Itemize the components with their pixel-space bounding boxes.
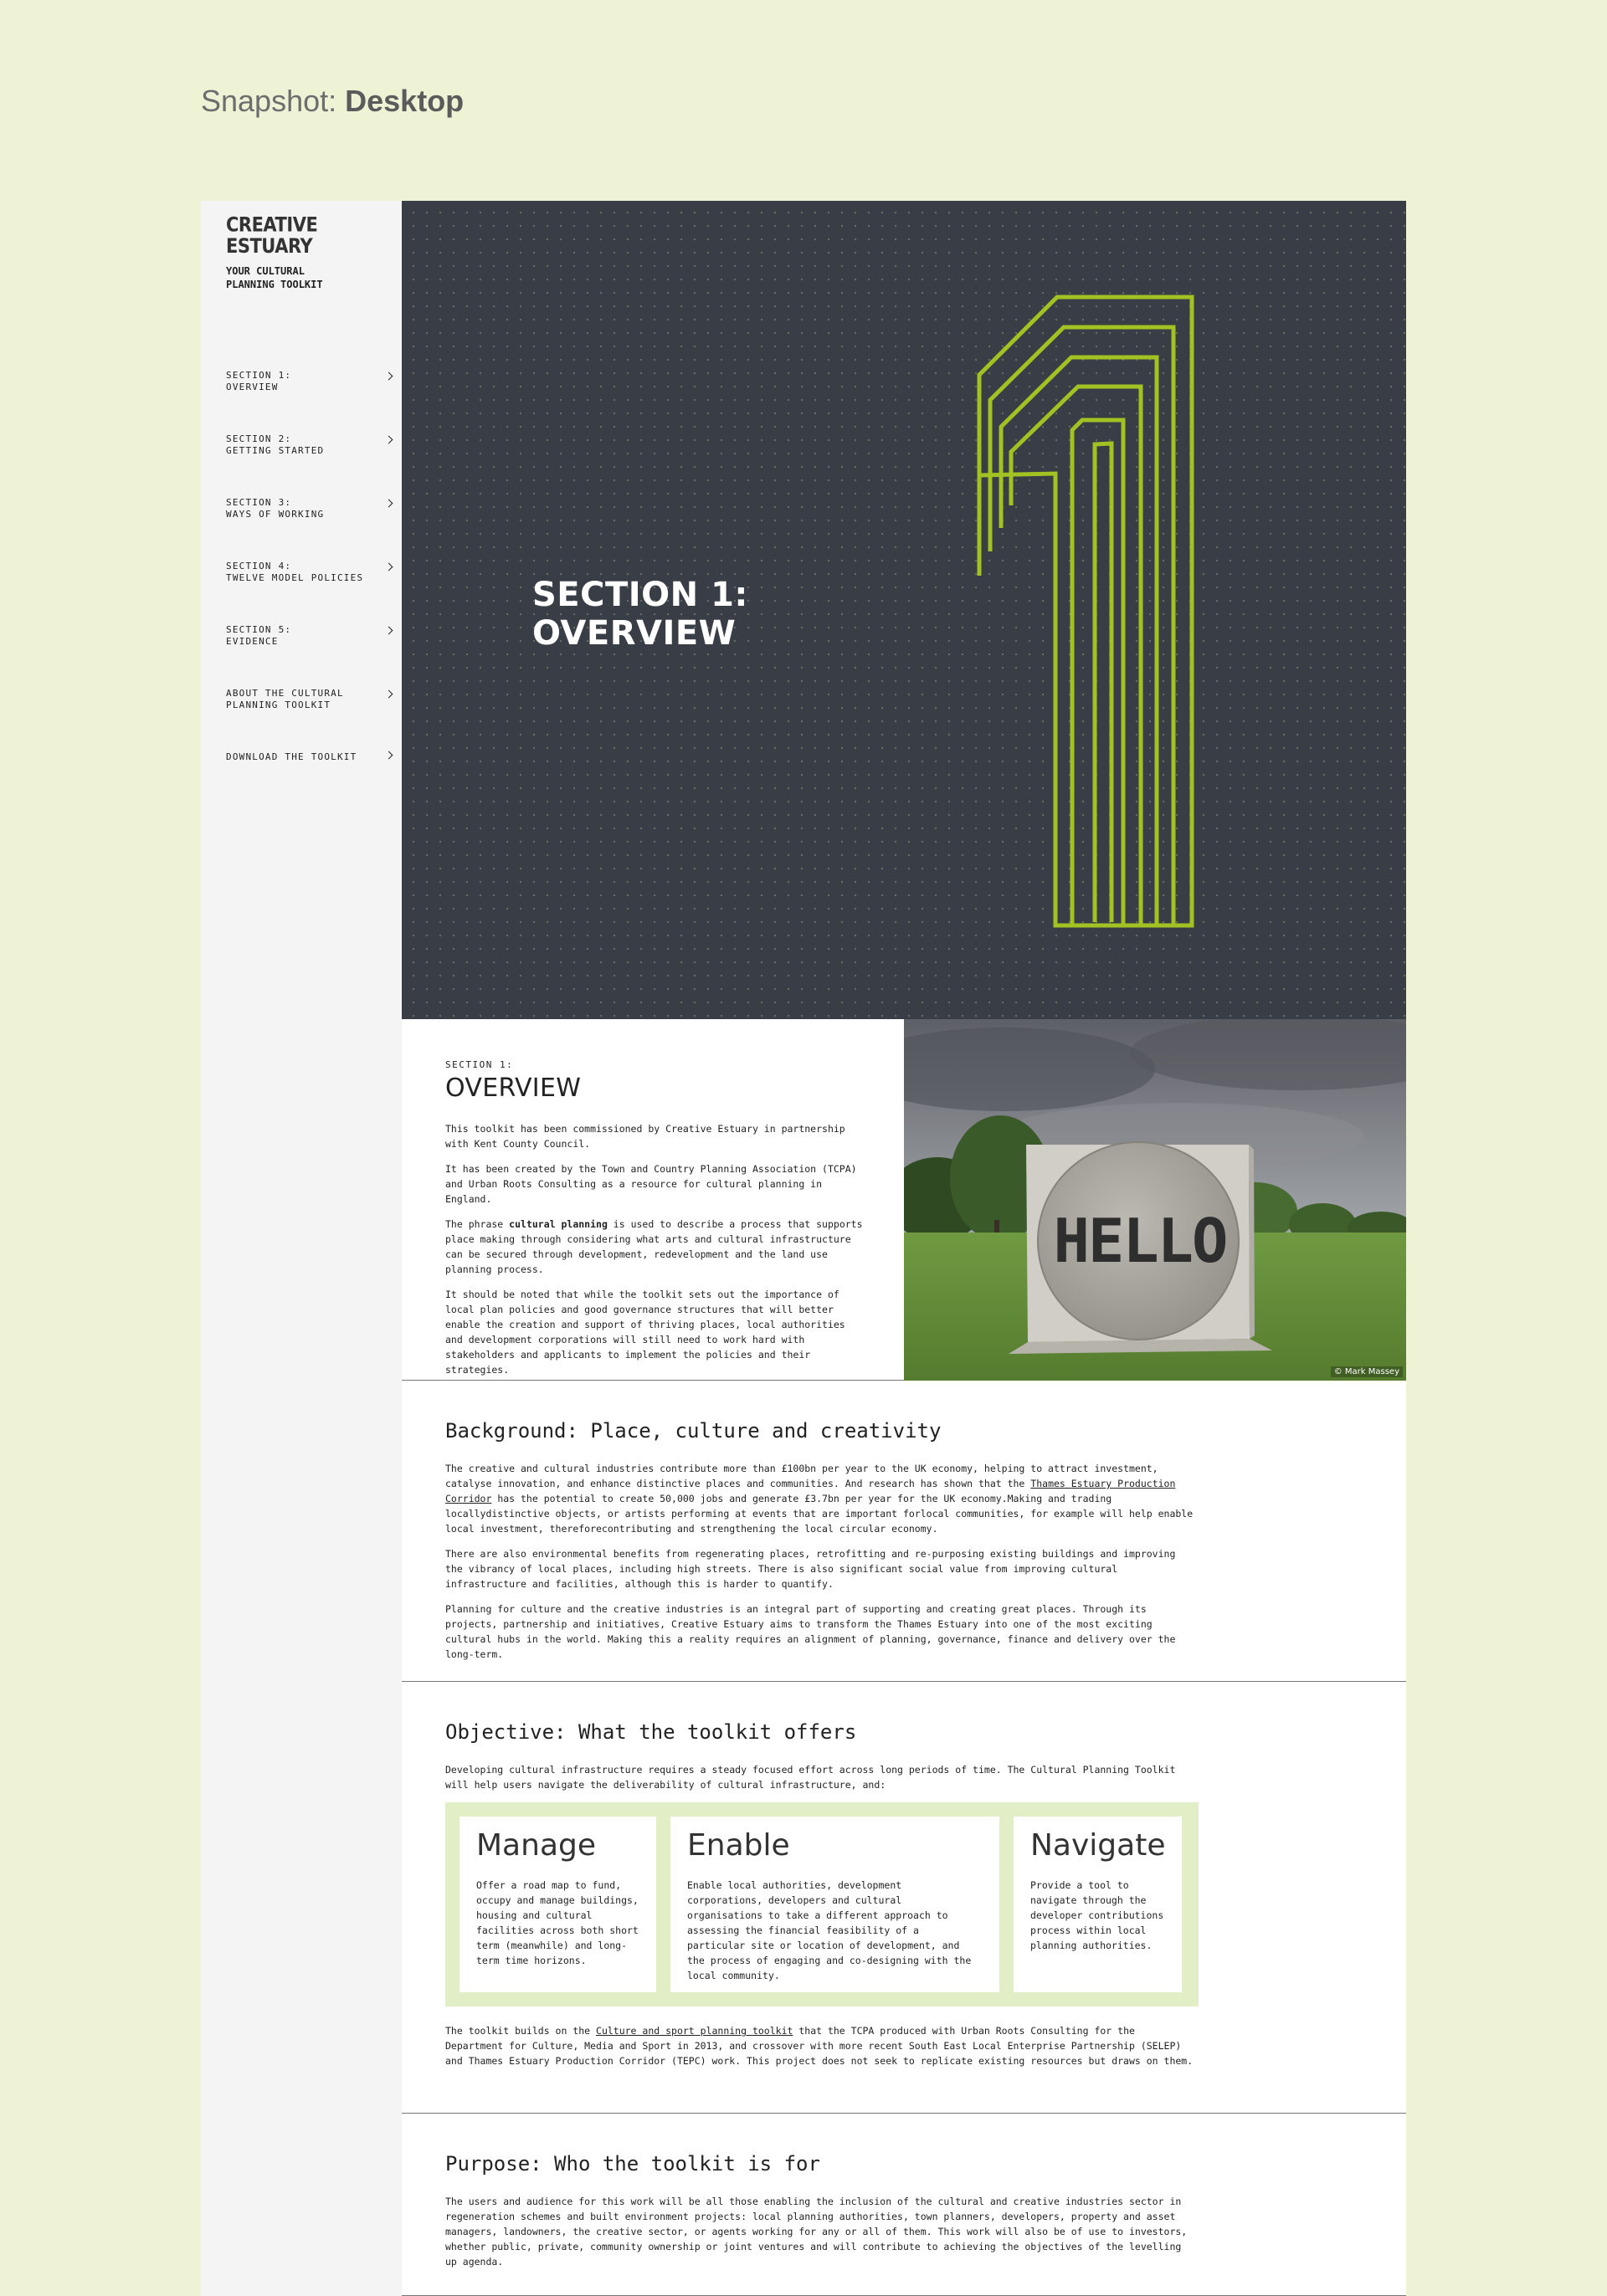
text-run: The phrase (445, 1218, 510, 1230)
nav-label-line-2: GETTING STARTED (226, 445, 325, 456)
offer-card-enable (670, 1817, 999, 1992)
background-paragraph (445, 1461, 1199, 1536)
offer-card-body: Provide a tool to navigate through the developer contributions process within local planning authorities. (1030, 1879, 1164, 1951)
logo[interactable] (226, 214, 317, 257)
overview-intro (402, 1019, 1406, 1381)
sidebar-item-download[interactable] (226, 751, 393, 815)
purpose-paragraph: The users and audience for this work will be all those enabling the inclusion of the cultural and creative industries sector in regeneration schemes and built environment projects: local planning authorities, town planners, developers, property and asset managers, landowners, the creative sector, or agents working for any or all of them. This work will also be of use to investors, whether public, private, community ownership or joint ventures and will contribute to achieving the objectives of the levelling up agenda. (445, 2196, 1188, 2268)
thames-estuary-link[interactable]: Thames Estuary Production Corridor (445, 1478, 1176, 1504)
nav-label-line-1: SECTION 2: (226, 433, 292, 444)
chevron-right-icon (385, 563, 393, 571)
tagline-line-1: YOUR CULTURAL (226, 265, 305, 277)
text-run: has the potential to create 50,000 jobs and generate £3.7bn per year for the UK economy.Making and trading locallydistinctive objects, or artists performing at events that are important forlocal communities, for example will help enable local investment, thereforecontributing and strengthening the local circular economy. (445, 1493, 1194, 1535)
nav-label-line-2: EVIDENCE (226, 636, 279, 647)
offer-card-body: Enable local authorities, development corporations, developers and cultural organisations to take a different approach to assessing the financial feasibility of a particular site or location of development, and the process of engaging and co-designing with the local community. (687, 1879, 972, 1981)
snapshot-mode: Desktop (345, 84, 465, 118)
text-run: The toolkit builds on the (445, 2025, 597, 2037)
site-frame (201, 201, 1406, 2296)
nav-label-line-2: PLANNING TOOLKIT (226, 700, 331, 710)
objective-intro: Developing cultural infrastructure requires a steady focused effort across long periods of time. The Cultural Planning Toolkit will help users navigate the deliverability of cultural infrastructure, and: (445, 1764, 1176, 1791)
sidebar-nav (226, 370, 393, 815)
nav-label-line-2: TWELVE MODEL POLICIES (226, 572, 364, 583)
objective-section (402, 1682, 1406, 2114)
background-heading: Background: Place, culture and creativity (445, 1419, 942, 1443)
hero-title-line-2: OVERVIEW (532, 614, 737, 653)
snapshot-label (201, 84, 464, 119)
nav-label-line-1: SECTION 5: (226, 624, 292, 635)
section-kicker: SECTION 1: (445, 1059, 514, 1070)
chevron-right-icon (385, 751, 393, 760)
background-paragraph: Planning for culture and the creative industries is an integral part of supporting and creating great places. Through its projects, partnership and initiatives, Creative Estuary aims to transform the Thames Estuary into one of the most exciting cultural hubs in the world. Making this a reality requires an alignment of planning, governance, finance and delivery over the long-term. (445, 1603, 1176, 1660)
chevron-right-icon (385, 627, 393, 635)
nav-label-line-1: SECTION 1: (226, 370, 292, 381)
nav-label-line-1: SECTION 3: (226, 497, 292, 508)
logo-line-2: ESTUARY (226, 234, 313, 258)
culture-sport-toolkit-link[interactable]: Culture and sport planning toolkit (596, 2025, 793, 2037)
sidebar-item-section-4[interactable] (226, 561, 393, 624)
bold-term: cultural planning (509, 1218, 608, 1230)
sidebar-item-section-2[interactable] (226, 433, 393, 497)
purpose-section (402, 2114, 1406, 2296)
overview-heading: OVERVIEW (445, 1074, 582, 1103)
background-section (402, 1381, 1406, 1682)
sidebar-item-about[interactable] (226, 688, 393, 751)
sidebar-item-section-3[interactable] (226, 497, 393, 561)
purpose-heading: Purpose: Who the toolkit is for (445, 2152, 820, 2176)
hello-sculpture-photo (904, 1019, 1406, 1381)
offer-card-navigate (1014, 1817, 1182, 1992)
objective-heading: Objective: What the toolkit offers (445, 1720, 857, 1744)
chevron-right-icon (385, 436, 393, 444)
logo-line-1: CREATIVE (226, 213, 318, 237)
tagline-line-2: PLANNING TOOLKIT (226, 279, 323, 290)
hero-title (532, 576, 748, 653)
nav-label-line-2: WAYS OF WORKING (226, 509, 325, 520)
hero-title-line-1: SECTION 1: (532, 576, 748, 614)
nav-label-line-1: DOWNLOAD THE TOOLKIT (226, 751, 357, 762)
intro-paragraph: It should be noted that while the toolkit sets out the importance of local plan policies and good governance structures that will better enable the creation and support of thriving places, local authorities and development corporations will still need to work hard with stakeholders and applicants to implement the policies and their strategies. (445, 1289, 845, 1376)
nav-label-line-2: OVERVIEW (226, 382, 279, 392)
photo-credit: © Mark Massey (1331, 1366, 1403, 1377)
offer-card-title: Manage (476, 1828, 596, 1863)
sidebar-item-section-1[interactable] (226, 370, 393, 433)
offer-card-manage (460, 1817, 656, 1992)
background-paragraph: There are also environmental benefits from regenerating places, retrofitting and re-purposing existing buildings and improving the vibrancy of local places, including high streets. There is also significant social value from improving cultural infrastructure and facilities, although this is harder to quantify. (445, 1548, 1176, 1590)
intro-paragraph (445, 1217, 864, 1277)
sidebar-item-section-5[interactable] (226, 624, 393, 688)
offer-card-body: Offer a road map to fund, occupy and manage buildings, housing and cultural facilities across both short term (meanwhile) and long-term time horizons. (476, 1879, 639, 1966)
nav-label-line-1: ABOUT THE CULTURAL (226, 688, 344, 699)
text-run: is used to describe a process that supports place making through considering what arts and cultural infrastructure can be secured through development, redevelopment and the land use planning process. (445, 1218, 863, 1275)
chevron-right-icon (385, 690, 393, 699)
chevron-right-icon (385, 500, 393, 508)
hero-banner (402, 201, 1406, 1019)
offer-card-title: Enable (687, 1828, 790, 1863)
tagline (226, 264, 323, 291)
sidebar (201, 201, 402, 2296)
text-run: The creative and cultural industries contribute more than £100bn per year to the UK economy, helping to attract investment, catalyse innovation, and enhance distinctive places and communities. And research has shown that the (445, 1463, 1158, 1489)
intro-paragraph: It has been created by the Town and Country Planning Association (TCPA) and Urban Roots Consulting as a resource for cultural planning in England. (445, 1163, 857, 1205)
photo-sign-text: HELLO (1053, 1206, 1227, 1276)
photo-illustration (904, 1019, 1406, 1381)
objective-outro (445, 2023, 1199, 2068)
text-run: that the TCPA produced with Urban Roots Consulting for the Department for Culture, Media and Sport in 2013, and crossover with more recent South East Local Enterprise Partnership (SELEP) and Thames Estuary Production Corridor (TEPC) work. This project does not seek to replicate existing resources but draws on them. (445, 2025, 1194, 2067)
offer-card-title: Navigate (1030, 1828, 1166, 1863)
toolkit-offers-box (445, 1802, 1199, 2006)
intro-paragraph: This toolkit has been commissioned by Creative Estuary in partnership with Kent County Council. (445, 1123, 845, 1150)
snapshot-prefix: Snapshot: (201, 84, 337, 118)
overview-text (445, 1059, 864, 1387)
nav-label-line-1: SECTION 4: (226, 561, 292, 571)
chevron-right-icon (385, 372, 393, 381)
